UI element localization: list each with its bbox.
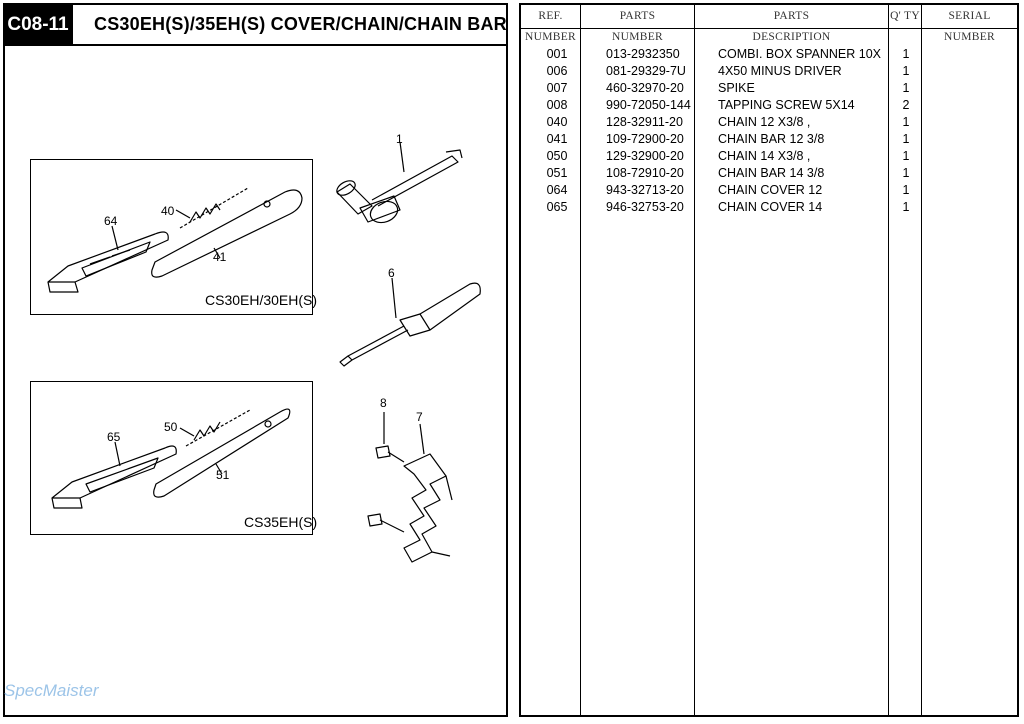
chain-cover-12-illustration xyxy=(48,226,168,292)
callout-8: 8 xyxy=(380,396,387,410)
quantity: 1 xyxy=(902,132,910,146)
table-row xyxy=(0,149,1024,166)
tapping-screw-illustration xyxy=(368,412,404,532)
ref-number: 006 xyxy=(546,64,568,78)
ref-number: 007 xyxy=(546,81,568,95)
quantity: 1 xyxy=(902,47,910,61)
callout-1: 1 xyxy=(396,132,403,146)
table-row xyxy=(0,47,1024,64)
quantity: 1 xyxy=(902,115,910,129)
quantity: 1 xyxy=(902,183,910,197)
part-number: 081-29329-7U xyxy=(606,64,686,78)
table-row xyxy=(0,81,1024,98)
callout-40: 40 xyxy=(161,204,175,218)
table-row xyxy=(0,98,1024,115)
quantity: 1 xyxy=(902,64,910,78)
col-header-ref: REF. NUMBER xyxy=(524,10,576,43)
part-number: 129-32900-20 xyxy=(606,149,684,163)
table-row xyxy=(0,115,1024,132)
part-number: 109-72900-20 xyxy=(606,132,684,146)
part-description: TAPPING SCREW 5X14 xyxy=(718,98,855,112)
callout-41: 41 xyxy=(213,250,227,264)
part-description: CHAIN COVER 12 xyxy=(718,183,823,197)
part-description: SPIKE xyxy=(718,81,755,95)
callout-65: 65 xyxy=(107,430,121,444)
part-description: 4X50 MINUS DRIVER xyxy=(718,64,842,78)
chain-bar-14-illustration xyxy=(154,409,290,497)
table-row xyxy=(0,166,1024,183)
table-row xyxy=(0,183,1024,200)
ref-number: 001 xyxy=(546,47,568,61)
table-row xyxy=(0,200,1024,217)
page-title: CS30EH(S)/35EH(S) COVER/CHAIN/CHAIN BAR xyxy=(94,14,507,34)
part-number: 946-32753-20 xyxy=(606,200,684,214)
part-number: 990-72050-144 xyxy=(606,98,691,112)
quantity: 1 xyxy=(902,81,910,95)
col-header-qty: Q' TY xyxy=(890,10,920,22)
part-description: CHAIN 12 X3/8 , xyxy=(718,115,811,129)
ref-number: 040 xyxy=(546,115,568,129)
col-header-part-number: PARTS NUMBER xyxy=(611,10,663,43)
minus-driver-illustration xyxy=(340,278,480,366)
part-description: CHAIN 14 X3/8 , xyxy=(718,149,811,163)
part-number: 943-32713-20 xyxy=(606,183,684,197)
callout-50: 50 xyxy=(164,420,178,434)
quantity: 1 xyxy=(902,166,910,180)
ref-number: 050 xyxy=(546,149,568,163)
callout-51: 51 xyxy=(216,468,230,482)
table-row xyxy=(0,132,1024,149)
part-description: CHAIN BAR 12 3/8 xyxy=(718,132,825,146)
part-number: 128-32911-20 xyxy=(606,115,683,129)
table-row xyxy=(0,64,1024,81)
part-number: 013-2932350 xyxy=(606,47,680,61)
spike-illustration xyxy=(404,424,452,562)
ref-number: 008 xyxy=(546,98,568,112)
ref-number: 041 xyxy=(546,132,568,146)
section-code: C08-11 xyxy=(3,3,73,46)
part-description: COMBI. BOX SPANNER 10X xyxy=(718,47,882,61)
col-header-serial: SERIAL NUMBER xyxy=(943,10,995,43)
ref-number: 051 xyxy=(546,166,568,180)
ref-number: 065 xyxy=(546,200,568,214)
part-description: CHAIN BAR 14 3/8 xyxy=(718,166,825,180)
model-label-cs35: CS35EH(S) xyxy=(244,514,318,530)
watermark-logo: SpecMaister xyxy=(4,681,99,700)
part-number: 460-32970-20 xyxy=(606,81,684,95)
chain-cover-14-illustration xyxy=(52,442,176,508)
part-number: 108-72910-20 xyxy=(606,166,684,180)
col-header-description: PARTS DESCRIPTION xyxy=(752,10,831,43)
part-description: CHAIN COVER 14 xyxy=(718,200,823,214)
callout-7: 7 xyxy=(416,410,423,424)
callout-64: 64 xyxy=(104,214,118,228)
model-label-cs30: CS30EH/30EH(S) xyxy=(205,292,318,308)
quantity: 1 xyxy=(902,149,910,163)
ref-number: 064 xyxy=(546,183,568,197)
quantity: 1 xyxy=(902,200,910,214)
quantity: 2 xyxy=(902,98,910,112)
callout-6: 6 xyxy=(388,266,395,280)
